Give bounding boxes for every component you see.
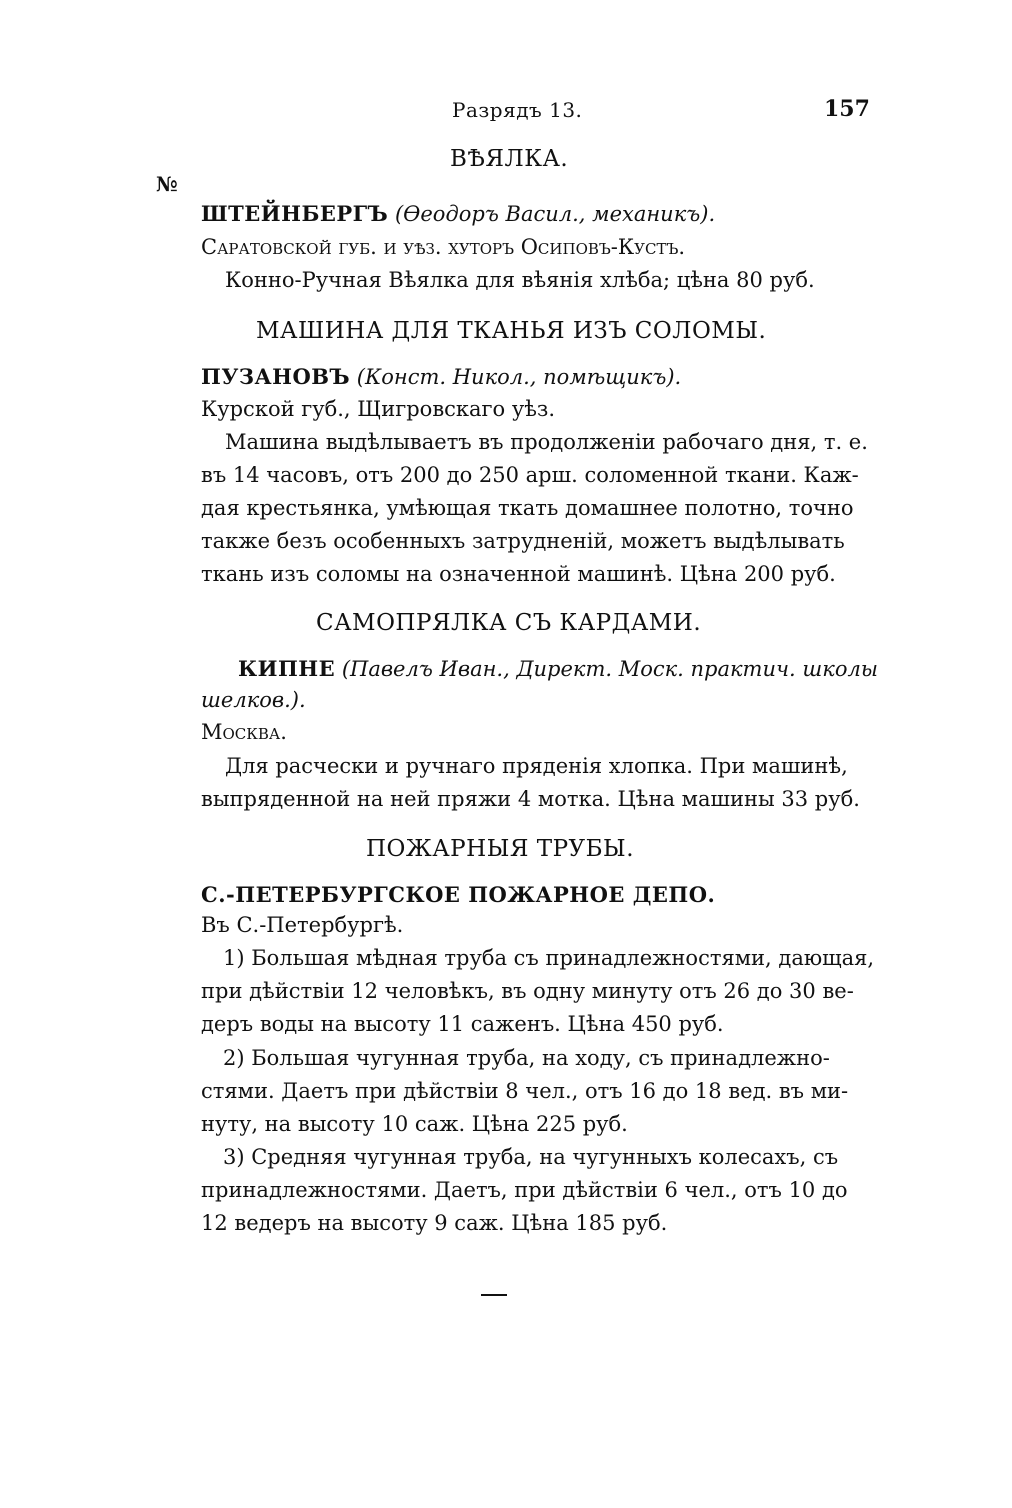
exhibitor-line [201, 364, 681, 389]
item-line: стями. Даетъ при дѣйствіи 8 чел., отъ 16 до 18 вед. въ ми- [201, 1079, 849, 1103]
number-sign: № [156, 172, 178, 196]
exhibitor-name: ПУЗАНОВЪ [201, 364, 351, 389]
exhibitor-name: С.-ПЕТЕРБУРГСКОЕ ПОЖАРНОЕ ДЕПО. [201, 882, 716, 907]
exhibitor-line [238, 656, 878, 681]
exhibitor-details-cont: шелков.). [201, 688, 306, 712]
exhibitor-details: (Конст. Никол., помѣщикъ). [356, 365, 682, 389]
item-line: 1) Большая мѣдная труба съ принадлежностями, дающая, [223, 946, 875, 970]
section-title-pozharnyya-truby: ПОЖАРНЫЯ ТРУБЫ. [366, 836, 635, 862]
item-line: 2) Большая чугунная труба, на ходу, съ принадлежно- [223, 1046, 830, 1070]
exhibitor-details: (Павелъ Иван., Директ. Моск. практич. школы [341, 657, 878, 681]
item-line: при дѣйствіи 12 человѣкъ, въ одну минуту отъ 26 до 30 ве- [201, 979, 854, 1003]
exhibitor-location: Саратовской губ. и уѣз. хуторъ Осиповъ-Кустъ. [201, 235, 686, 259]
item-line: деръ воды на высоту 11 саженъ. Цѣна 450 руб. [201, 1012, 724, 1036]
description-line: Конно-Ручная Вѣялка для вѣянія хлѣба; цѣна 80 руб. [225, 268, 815, 292]
description-line: ткань изъ соломы на означенной машинѣ. Цѣна 200 руб. [201, 562, 836, 586]
item-line: принадлежностями. Даетъ, при дѣйствіи 6 чел., отъ 10 до [201, 1178, 848, 1202]
section-title-mashina: МАШИНА ДЛЯ ТКАНЬЯ ИЗЪ СОЛОМЫ. [256, 318, 767, 344]
exhibitor-name: КИПНЕ [238, 656, 336, 681]
section-title-veyalka: ВѢЯЛКА. [450, 146, 569, 172]
description-line: Для расчески и ручнаго пряденія хлопка. При машинѣ, [225, 754, 848, 778]
running-head: Разрядъ 13. [452, 98, 583, 122]
description-line: дая крестьянка, умѣющая ткать домашнее полотно, точно [201, 496, 854, 520]
exhibitor-location: Курской губ., Щигровскаго уѣз. [201, 397, 556, 421]
description-line: также безъ особенныхъ затрудненій, можетъ выдѣлывать [201, 529, 845, 553]
description-line: въ 14 часовъ, отъ 200 до 250 арш. соломенной ткани. Каж- [201, 463, 859, 487]
item-line: 3) Средняя чугунная труба, на чугунныхъ колесахъ, съ [223, 1145, 839, 1169]
exhibitor-details: (Өеодоръ Васил., механикъ). [394, 202, 716, 226]
item-line: нуту, на высоту 10 саж. Цѣна 225 руб. [201, 1112, 628, 1136]
end-rule [481, 1294, 507, 1296]
exhibitor-line [201, 201, 715, 226]
description-line: выпряденной на ней пряжи 4 мотка. Цѣна машины 33 руб. [201, 787, 860, 811]
exhibitor-name: ШТЕЙНБЕРГЪ [201, 201, 389, 226]
page-number: 157 [824, 96, 870, 122]
exhibitor-location: Москва. [201, 720, 287, 744]
description-line: Машина выдѣлываетъ въ продолженіи рабочаго дня, т. е. [225, 430, 868, 454]
section-title-samopryalka: САМОПРЯЛКА СЪ КАРДАМИ. [316, 610, 702, 636]
item-line: 12 ведеръ на высоту 9 саж. Цѣна 185 руб. [201, 1211, 668, 1235]
exhibitor-location: Въ С.-Петербургѣ. [201, 913, 404, 937]
